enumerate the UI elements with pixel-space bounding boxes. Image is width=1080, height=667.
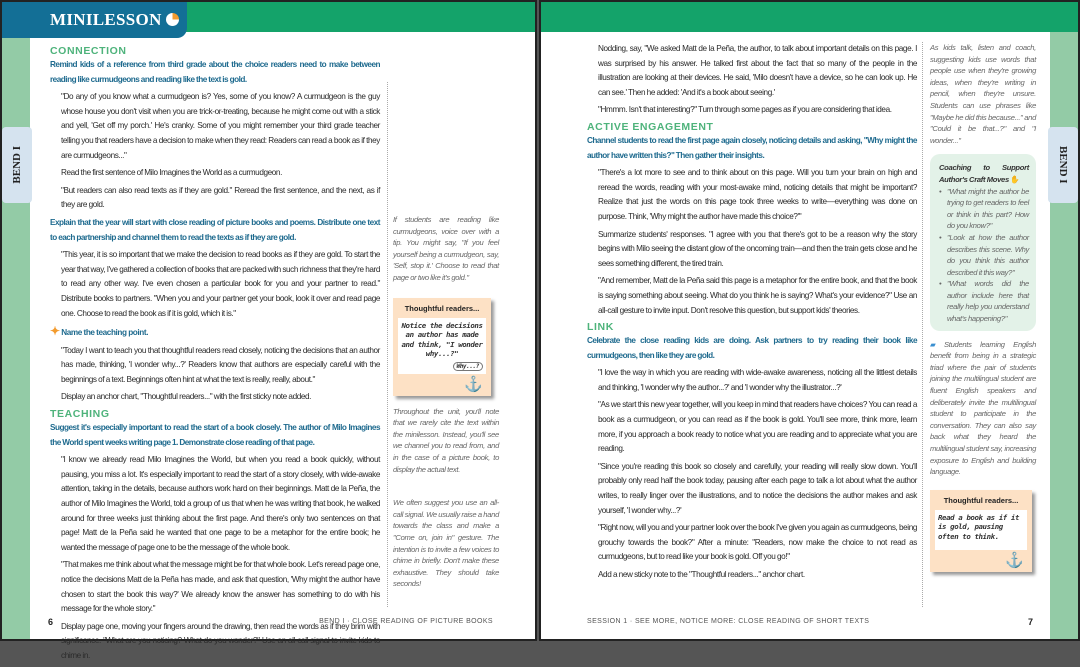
sticky-note [930,490,1032,572]
anchor-icon: ⚓ [464,375,483,393]
paragraph: "As we start this new year together, will you keep in mind that readers have choices? You can read a book as a curmudgeon, or you can read as if the book is gold. You'll see more, think more, learn more, if you approach a book ready to notice what you are reading and to appreciate what you are reading. [598,400,917,454]
directive: Remind kids of a reference from third grade about the choice readers need to make between reading like curmudgeons and reading like the text is gold. [50,60,380,84]
section-heading-link: LINK [587,321,614,334]
bend-tab-label: BEND I [1057,146,1069,184]
bend-tab [1048,127,1078,203]
paragraph: Read the first sentence of Milo Imagines the World as a curmudgeon. [61,168,282,178]
paragraph: "Do any of you know what a curmudgeon is? Yes, some of you know? A curmudgeon is the guy whose house you don't visit when you are trick-or-treating, because he might come out with a stick and yell, 'Get off my porch.' He's cranky. Some of you might remember your third grade teacher telling you that readers have a decision to make when they read: Readers can read a book as if they are curmudgeons..." [61,92,380,160]
paragraph: Display an anchor chart, "Thoughtful readers..." with the first sticky note added. [61,392,312,402]
section-heading-connection: CONNECTION [50,45,127,57]
sticky-text: Read a book as if it is gold, pausing often to think. [935,510,1027,550]
running-footer: SESSION 1 · SEE MORE, NOTICE MORE: CLOSE READING OF SHORT TEXTS [587,618,870,625]
coaching-list [939,186,1029,325]
paragraph: "This year, it is so important that we make the decision to read books as if they are gold. To start the year that way, I've gathered a collection of books that are packed with such richness that they're hard to read any other way. I've even chosen a particular book for you and your partner to read." Distribute books to partners. "When you and your partner get your book, look it over and read page one. Choose to read the book as if it is gold, which it is." [61,250,380,318]
sticky-body [398,318,486,374]
paragraph: "I know we already read Milo Imagines the World, but when you read a book quickly, without pausing, you miss a lot. It's especially important to read the start of a story closely, with wide-awake attention, taking in the details, because authors work hard on their beginnings. Matt de la Peña, the author of Milo Imagines the World, told a group of us that when he was writing that book, he walked around for three weeks just thinking about the first page. And there's only two sentences on that page! Matt de la Peña said he wanted that one page to be a metaphor for the entire book; he wanted the message of page one to be the message of the whole book. [61,455,380,552]
coaching-item: • "What might the author be trying to get readers to feel or think in this part? How do you know?" [939,186,1029,232]
section-heading-active-engagement: ACTIVE ENGAGEMENT [587,120,714,133]
left-page [0,0,537,660]
main-column [587,42,917,586]
margin-note: If students are reading like curmudgeons, voice over with a tip. You might say, "If you feel yourself being a curmudgeon, say, 'Self, stop it.' Choose to read that page or two like it's gold." [393,215,499,282]
directive: Explain that the year will start with close reading of picture books and poems. Distribute one text to each partnership and channel them to read the texts as if they are gold. [50,217,380,242]
margin-column [930,42,1036,572]
coaching-title [939,162,1029,185]
margin-note: Throughout the unit, you'll note that we rarely cite the text within the minilesson. Instead, you'll see we channel you to read from, and in the case of a picture book, to display the actual text. [393,406,499,474]
coaching-box [930,154,1036,330]
running-footer: BEND I · CLOSE READING OF PICTURE BOOKS [319,618,493,625]
coaching-title-text: Coaching to Support Author's Craft Moves [939,163,1029,184]
main-column [50,42,380,667]
paragraph: "Today I want to teach you that thoughtful readers read closely, noticing the decisions that an author has made, thinking, 'I wonder why...?' Readers know that authors are especially careful with the beginnings of a text. Beginnings often hint at what the text is really, really, about." [61,345,380,384]
side-strip [1050,32,1078,639]
bend-tab-label: BEND I [11,146,23,184]
header-bar [541,2,1078,32]
margin-note: As kids talk, listen and coach, suggesting kids use words that people use when they're growing ideas, when they're writing in pencil, when they're unsure. Students can use phrases like "Maybe he did this because..." and "Could it be that...?" and "I wonder..." [930,43,1036,145]
paragraph: "I love the way in which you are reading with wide-awake awareness, noticing all the littlest details and thinking, 'I wonder why the author...?' and 'I wonder why the illustrator...?' [598,368,917,392]
column-divider [387,82,388,607]
sticky-title: Thoughtful readers... [404,303,480,313]
speech-bubble-icon: ▰ [930,339,936,349]
thought-bubble [401,362,483,371]
sticky-text: Notice the decisions an author has made and think, "I wonder why...?" [401,320,483,359]
paragraph: "But readers can also read texts as if they are gold." Reread the first sentence, and the next, as if they are gold. [61,185,380,210]
paragraph: "Since you're reading this book so closely and carefully, your reading will really slow down. You'll probably only read half the book today, pausing after each page to talk a lot about what the author writes, to really linger over the illustrations, and to notice the decisions the author makes and ask yourself, 'I wonder why...?' [598,461,917,515]
paragraph: Nodding, say, "We asked Matt de la Peña, the author, to talk about important details on this page. I was surprised by his answer. He talked first about the fact that so many of the people in the illustration are looking at their devices. He said, 'Milo doesn't have a device, so he can look up. He can see.' Then he added: 'And it's a book about seeing.' [598,44,917,97]
sparkle-icon: ✦ [50,324,60,339]
ell-note-text: Students learning English benefit from being in a strategic triad where the pair of students joining the multilingual student are fluent English speakers and deliberately invite the multilingual student to participate in the conversation. They can also say back what they heard the multilingual student say, increasing exposure to English and building language. [930,339,1036,477]
section-heading-teaching: TEACHING [50,408,110,421]
paragraph: Display page one, moving your fingers around the drawing, then read the words as if they brim with significance. "What are you noticing? What do you wonder?" Use an all-call signal to invite kids to chime in. [61,621,380,660]
paragraph: Summarize students' responses. "I agree with you that there's got to be a reason why the story begins with Milo seeing the distant glow of the oncoming train—and then the train gets close and he sees something different, the tired train. [598,229,917,268]
coaching-item: • "What words did the author include here that really help you understand what's happening?" [939,278,1029,324]
minilesson-header [2,2,187,38]
hand-icon: ✋ [1010,174,1020,184]
minilesson-title: MINILESSON [50,10,162,29]
page-number: 7 [1028,617,1034,627]
ell-note [930,339,1036,478]
bend-tab [2,127,32,203]
clock-icon [166,13,179,26]
sticky-title: Thoughtful readers... [943,495,1019,505]
paragraph: "Hmmm. Isn't that interesting?" Turn through some pages as if you are considering that idea. [598,105,892,115]
paragraph: "That makes me think about what the message might be for that whole book. Let's reread page one, notice the decisions Matt de la Peña has made, and ask that question, 'Why might the author have chosen to start the book this way?' We already know the answer has something to do with his message for the whole story." [61,560,380,614]
teaching-point-label [50,324,380,341]
paragraph: "Right now, will you and your partner look over the book I've given you again as curmudgeons, being grouchy towards the book?" After a minute: "Readers, now make the choice to not read as curmudgeons, but to read like your book is gold. Off you go!" [598,523,917,562]
directive: Suggest it's especially important to read the start of a book closely. The author of Milo Imagines the World spent weeks writing page 1. Demonstrate close reading of that page. [50,423,380,447]
margin-note: We often suggest you use an all-call signal. We usually raise a hand towards the class and make a "Come on, join in" gesture. The intention is to invite a few voices to chime in briefly. Don't make these exhaustive. They should take seconds! [393,498,499,589]
directive: Celebrate the close reading kids are doing. Ask partners to try reading their book like curmudgeons, then like they are gold. [587,336,917,360]
sticky-note [393,298,491,396]
page-number: 6 [48,617,54,627]
anchor-icon: ⚓ [1005,551,1024,569]
column-divider [922,42,923,607]
paragraph: "There's a lot more to see and to think about on this page. Will you turn your brain on high and reread the words, reading with your most-awake mind, noticing details that might be important? Realize that just the words on this page took three weeks to write—everything was done on purpose. Think, 'Why might the author have made this choice?'" [598,168,917,221]
paragraph: Add a new sticky note to the "Thoughtful readers..." anchor chart. [598,570,805,579]
paragraph: "And remember, Matt de la Peña said this page is a metaphor for the entire book, and that the book is saying something about seeing. What do you think he is saying? What's your evidence?" Use an all-call gesture to invite input. Don't resolve this question, but support kids' theories. [598,276,917,315]
right-page [539,0,1080,641]
margin-column [393,214,499,590]
coaching-item: • "Look at how the author describes this scene. Why do you think this author described it this way?" [939,232,1029,278]
teaching-point-text: Name the teaching point. [61,328,149,338]
bubble-text: Why...? [453,362,484,371]
directive: Channel students to read the first page again closely, noticing details and asking, "Why might the author have written this?" Then gather their insights. [587,135,917,160]
